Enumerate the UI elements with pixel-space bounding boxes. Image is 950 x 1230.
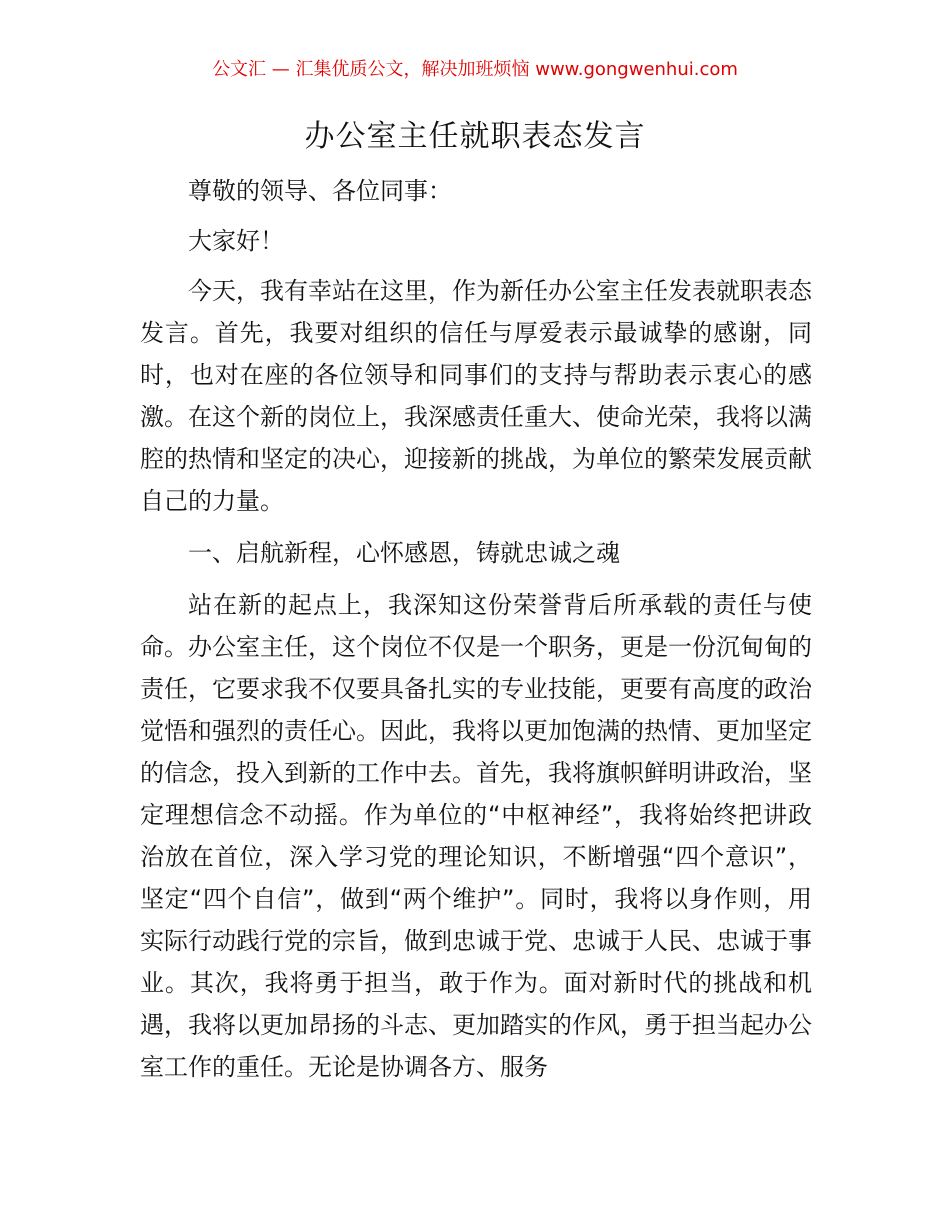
section-heading: 一、启航新程，心怀感恩，铸就忠诚之魂 bbox=[188, 539, 620, 567]
document-body bbox=[140, 170, 812, 1098]
greeting: 大家好！ bbox=[188, 227, 284, 255]
header-banner: 公文汇 — 汇集优质公文，解决加班烦恼 www.gongwenhui.com bbox=[212, 59, 738, 80]
document-title: 办公室主任就职表态发言 bbox=[304, 119, 646, 154]
salutation: 尊敬的领导、各位同事： bbox=[188, 177, 452, 205]
section-paragraph: 站在新的起点上，我深知这份荣誉背后所承载的责任与使命。办公室主任，这个岗位不仅是一个职务，更是一份沉甸甸的责任，它要求我不仅要具备扎实的专业技能，更要有高度的政治觉悟和强烈的责任心。因此，我将以更加饱满的热情、更加坚定的信念，投入到新的工作中去。首先，我将旗帜鲜明讲政治，坚定理想信念不动摇。作为单位的“中枢神经”，我将始终把讲政治放在首位，深入学习党的理论知识，不断增强“四个意识”，坚定“四个自信”，做到“两个维护”。同时，我将以身作则，用实际行动践行党的宗旨，做到忠诚于党、忠诚于人民、忠诚于事业。其次，我将勇于担当，敢于作为。面对新时代的挑战和机遇，我将以更加昂扬的斗志、更加踏实的作风，勇于担当起办公室工作的重任。无论是协调各方、服务 bbox=[140, 591, 812, 1081]
intro-paragraph: 今天，我有幸站在这里，作为新任办公室主任发表就职表态发言。首先，我要对组织的信任与厚爱表示最诚挚的感谢，同时，也对在座的各位领导和同事们的支持与帮助表示衷心的感激。在这个新的岗位上，我深感责任重大、使命光荣，我将以满腔的热情和坚定的决心，迎接新的挑战，为单位的繁荣发展贡献自己的力量。 bbox=[140, 277, 812, 515]
